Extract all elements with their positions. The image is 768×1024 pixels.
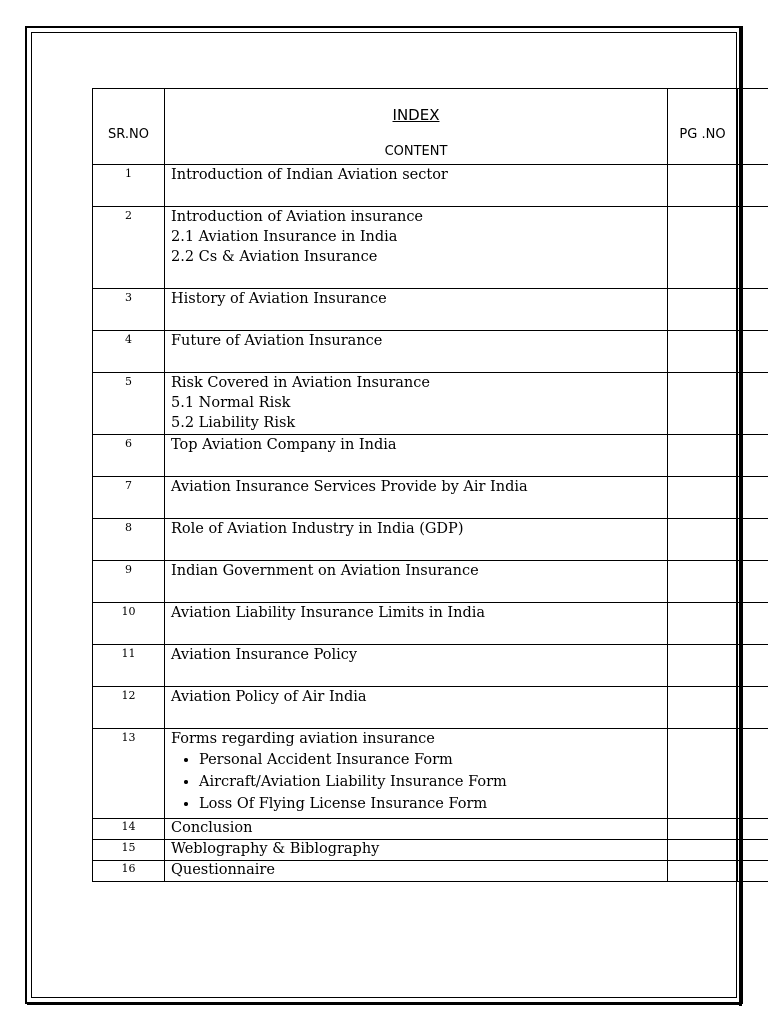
row-sr-no: 7	[93, 477, 165, 519]
row-content	[165, 331, 668, 373]
row-extra-cell	[738, 819, 768, 840]
row-page-no	[668, 207, 738, 289]
row-content	[165, 561, 668, 603]
content-line: Aviation Insurance Services Provide by Air India	[171, 479, 528, 495]
row-content	[165, 519, 668, 561]
row-sr-no: 13	[93, 729, 165, 819]
row-extra-cell	[738, 861, 768, 882]
row-content	[165, 477, 668, 519]
content-line: Aviation Insurance Policy	[171, 647, 358, 663]
row-extra-cell	[738, 603, 768, 645]
table-row	[93, 207, 768, 289]
table-row	[93, 165, 768, 207]
content-line: Aviation Liability Insurance Limits in India	[171, 605, 486, 621]
row-sr-no: 8	[93, 519, 165, 561]
row-content	[165, 603, 668, 645]
index-table	[92, 88, 768, 882]
header-sr-cell	[93, 89, 165, 165]
row-page-no	[668, 477, 738, 519]
content-line: Top Aviation Company in India	[171, 437, 397, 453]
table-row	[93, 645, 768, 687]
index-rows	[93, 165, 768, 882]
row-page-no	[668, 840, 738, 861]
row-page-no	[668, 645, 738, 687]
content-line: Aviation Policy of Air India	[171, 689, 367, 705]
row-sr-no: 12	[93, 687, 165, 729]
bullet-item: • Aircraft/Aviation Liability Insurance Form	[199, 771, 667, 793]
row-page-no	[668, 289, 738, 331]
content-line: Introduction of Indian Aviation sector	[171, 167, 448, 183]
row-page-no	[668, 435, 738, 477]
row-content	[165, 289, 668, 331]
page-border-shadow-bottom	[27, 1002, 742, 1005]
header-sr-no: SR.NO	[108, 127, 149, 142]
content-line: 2.2 Cs & Aviation Insurance	[171, 249, 378, 265]
row-sr-no: 14	[93, 819, 165, 840]
row-sr-no: 1	[93, 165, 165, 207]
row-page-no	[668, 861, 738, 882]
row-extra-cell	[738, 561, 768, 603]
table-row	[93, 840, 768, 861]
row-page-no	[668, 729, 738, 819]
content-line: Conclusion	[171, 820, 253, 836]
table-row	[93, 603, 768, 645]
row-sr-no: 5	[93, 373, 165, 435]
row-extra-cell	[738, 165, 768, 207]
row-extra-cell	[738, 373, 768, 435]
row-content	[165, 165, 668, 207]
row-page-no	[668, 373, 738, 435]
row-content	[165, 373, 668, 435]
table-row	[93, 373, 768, 435]
content-subtitle: CONTENT	[384, 144, 448, 159]
row-page-no	[668, 519, 738, 561]
content-line: Future of Aviation Insurance	[171, 333, 383, 349]
row-content	[165, 729, 668, 819]
content-line: Weblography & Biblography	[171, 841, 380, 857]
bullet-list	[171, 749, 667, 815]
row-page-no	[668, 331, 738, 373]
header-content-cell	[165, 89, 668, 165]
table-row	[93, 687, 768, 729]
table-row	[93, 729, 768, 819]
row-sr-no: 15	[93, 840, 165, 861]
row-extra-cell	[738, 840, 768, 861]
row-page-no	[668, 561, 738, 603]
row-extra-cell	[738, 519, 768, 561]
row-extra-cell	[738, 289, 768, 331]
table-row	[93, 435, 768, 477]
row-sr-no: 6	[93, 435, 165, 477]
content-line: Introduction of Aviation insurance	[171, 209, 424, 225]
header-pg-cell	[668, 89, 738, 165]
content-line: 5.2 Liability Risk	[171, 415, 296, 431]
table-row	[93, 561, 768, 603]
header-pg-no: PG .NO	[679, 127, 726, 142]
bullet-item: • Personal Accident Insurance Form	[199, 749, 667, 771]
content-line: History of Aviation Insurance	[171, 291, 387, 307]
row-sr-no: 2	[93, 207, 165, 289]
content-line: Risk Covered in Aviation Insurance	[171, 375, 430, 391]
content-line: Indian Government on Aviation Insurance	[171, 563, 479, 579]
bullet-item: • Loss Of Flying License Insurance Form	[199, 793, 667, 815]
row-page-no	[668, 687, 738, 729]
header-extra-cell	[738, 89, 768, 165]
row-extra-cell	[738, 331, 768, 373]
content-line: Role of Aviation Industry in India (GDP)	[171, 521, 464, 537]
table-row	[93, 519, 768, 561]
table-row	[93, 477, 768, 519]
content-line: Questionnaire	[171, 862, 275, 878]
row-extra-cell	[738, 645, 768, 687]
row-content	[165, 861, 668, 882]
table-row	[93, 819, 768, 840]
content-line: 2.1 Aviation Insurance in India	[171, 229, 398, 245]
row-content	[165, 687, 668, 729]
row-page-no	[668, 603, 738, 645]
row-sr-no: 16	[93, 861, 165, 882]
header-row	[93, 89, 768, 165]
row-sr-no: 11	[93, 645, 165, 687]
row-content	[165, 645, 668, 687]
row-sr-no: 9	[93, 561, 165, 603]
row-extra-cell	[738, 435, 768, 477]
row-content	[165, 819, 668, 840]
row-content	[165, 435, 668, 477]
row-extra-cell	[738, 207, 768, 289]
row-page-no	[668, 165, 738, 207]
content-line: Forms regarding aviation insurance	[171, 731, 435, 747]
content-line: 5.1 Normal Risk	[171, 395, 291, 411]
row-page-no	[668, 819, 738, 840]
row-content	[165, 207, 668, 289]
table-row	[93, 289, 768, 331]
row-sr-no: 10	[93, 603, 165, 645]
row-sr-no: 4	[93, 331, 165, 373]
table-row	[93, 861, 768, 882]
index-title: INDEX	[392, 106, 440, 124]
row-extra-cell	[738, 687, 768, 729]
row-sr-no: 3	[93, 289, 165, 331]
table-row	[93, 331, 768, 373]
row-extra-cell	[738, 477, 768, 519]
row-extra-cell	[738, 729, 768, 819]
row-content	[165, 840, 668, 861]
